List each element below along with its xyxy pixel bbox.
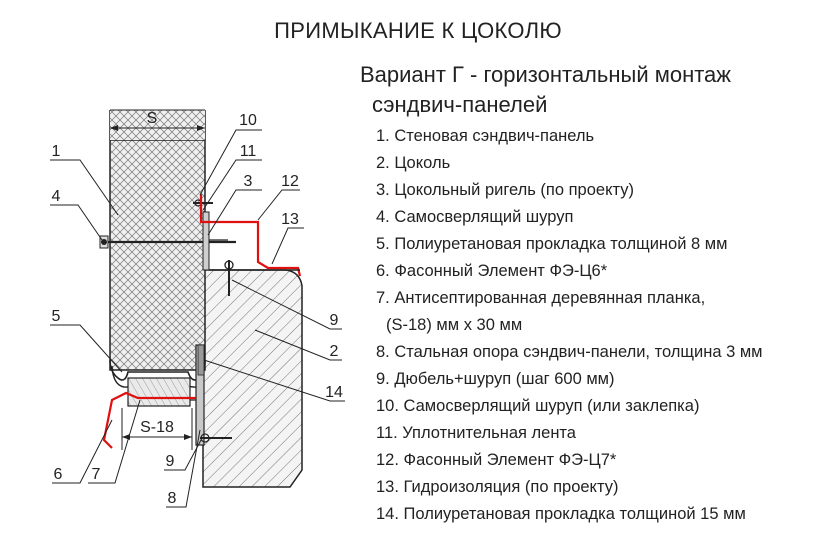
legend-item-11: 11. Уплотнительная лента: [376, 424, 576, 442]
legend-item-14: 14. Полиуретановая прокладка толщиной 15 мм: [376, 505, 746, 523]
legend-item-12: 12. Фасонный Элемент ФЭ-Ц7*: [376, 451, 617, 469]
callout-3: 3: [243, 173, 253, 190]
callout-5: 5: [51, 308, 61, 325]
callout-9-bottom: 9: [165, 453, 175, 470]
legend-item-13: 13. Гидроизоляция (по проекту): [376, 478, 619, 496]
plinth-2: [203, 270, 302, 487]
legend-item-6: 6. Фасонный Элемент ФЭ-Ц6*: [376, 262, 608, 280]
variant-heading-line2: сэндвич-панелей: [372, 92, 548, 117]
callout-13: 13: [281, 211, 299, 228]
callout-9-top: 9: [329, 312, 339, 329]
callout-10: 10: [239, 112, 257, 129]
legend-item-1: 1. Стеновая сэндвич-панель: [376, 127, 595, 145]
legend-item-8: 8. Стальная опора сэндвич-панели, толщина 3 мм: [376, 343, 763, 361]
legend-item-9: 9. Дюбель+шуруп (шаг 600 мм): [376, 370, 615, 388]
legend-item-5: 5. Полиуретановая прокладка толщиной 8 мм: [376, 235, 728, 253]
variant-heading-line1: Вариант Г - горизонтальный монтаж: [360, 62, 732, 87]
callout-1: 1: [51, 143, 61, 160]
sandwich-panel-1: [110, 110, 205, 387]
callout-8: 8: [167, 490, 177, 507]
legend-item-4: 4. Самосверлящий шуруп: [376, 208, 574, 226]
callout-2: 2: [329, 343, 339, 360]
dimension-s-18-label: S-18: [140, 419, 174, 436]
legend-item-7: 7. Антисептированная деревянная планка,: [376, 289, 706, 307]
callout-7: 7: [91, 466, 101, 483]
wood-plank-7: [128, 378, 190, 406]
pu-gasket-14: [198, 345, 204, 375]
legend-item-3: 3. Цокольный ригель (по проекту): [376, 181, 634, 199]
callout-14: 14: [325, 384, 343, 401]
legend-item-7-cont: (S-18) мм х 30 мм: [386, 316, 523, 334]
callout-12: 12: [281, 173, 299, 190]
legend-item-2: 2. Цоколь: [376, 154, 451, 172]
page-title: ПРИМЫКАНИЕ К ЦОКОЛЮ: [274, 18, 562, 43]
dimension-s-18: [122, 408, 192, 450]
callout-4: 4: [51, 188, 61, 205]
dimension-s-label: S: [146, 110, 158, 127]
legend-item-10: 10. Самосверлящий шуруп (или заклепка): [376, 397, 700, 415]
callout-6: 6: [53, 466, 63, 483]
callout-11: 11: [239, 143, 257, 160]
